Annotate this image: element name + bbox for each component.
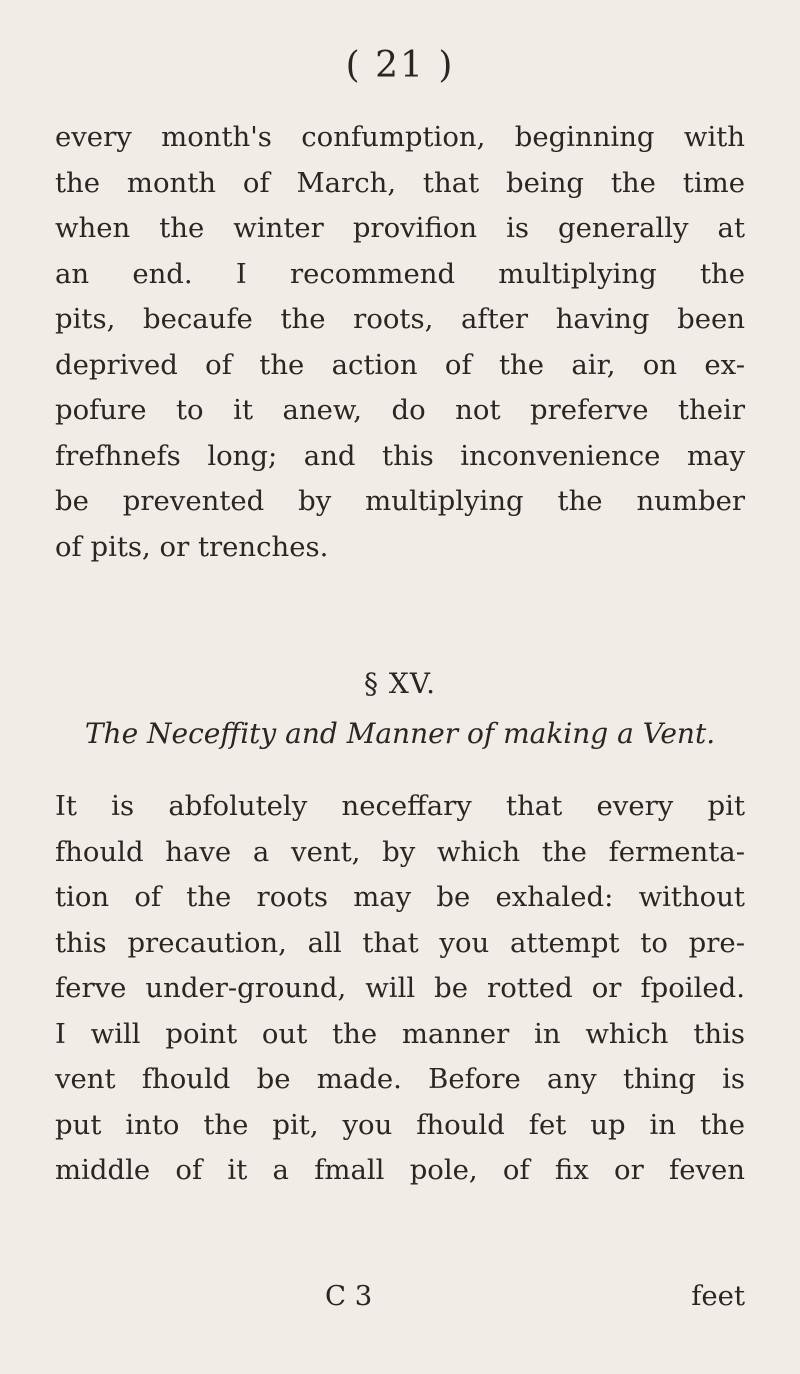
- catchword: feet: [691, 1280, 745, 1312]
- text-line: pits, becaufe the roots, after having been: [55, 303, 745, 335]
- text-line: every month's confumption, beginning with: [55, 121, 745, 153]
- text-line: tion of the roots may be exhaled: without: [55, 881, 745, 913]
- paragraph-continued: [55, 115, 745, 570]
- text-line: the month of March, that being the time: [55, 166, 745, 199]
- text-line: put into the pit, you fhould fet up in the: [55, 1108, 745, 1141]
- text-line: when the winter provifion is generally at: [55, 212, 745, 244]
- text-line: of pits, or trenches.: [55, 530, 329, 563]
- section-title: The Neceffity and Manner of making a Vent.: [84, 717, 716, 750]
- text-line: vent fhould be made. Before any thing is: [55, 1063, 745, 1095]
- paragraph-section-body: [55, 784, 745, 1194]
- text-line: be prevented by multiplying the number: [55, 485, 745, 517]
- text-line: I will point out the manner in which this: [55, 1017, 745, 1050]
- text-line: deprived of the action of the air, on ex-: [55, 348, 745, 381]
- signature-mark: C 3: [325, 1280, 373, 1312]
- text-line: this precaution, all that you attempt to pre-: [55, 926, 745, 959]
- text-line: It is abfolutely neceffary that every pit: [55, 790, 745, 822]
- page-footer: [55, 1276, 745, 1316]
- text-line: ferve under-ground, will be rotted or fpoiled.: [55, 972, 745, 1004]
- text-line: frefhnefs long; and this inconvenience may: [55, 439, 745, 472]
- page-number: ( 21 ): [345, 45, 455, 86]
- text-line: pofure to it anew, do not preferve their: [55, 394, 745, 426]
- text-line: fhould have a vent, by which the fermenta-: [55, 835, 745, 868]
- section-number: § XV.: [363, 667, 437, 700]
- text-line: an end. I recommend multiplying the: [55, 257, 745, 290]
- text-line: middle of it a fmall pole, of fix or feven: [55, 1154, 745, 1186]
